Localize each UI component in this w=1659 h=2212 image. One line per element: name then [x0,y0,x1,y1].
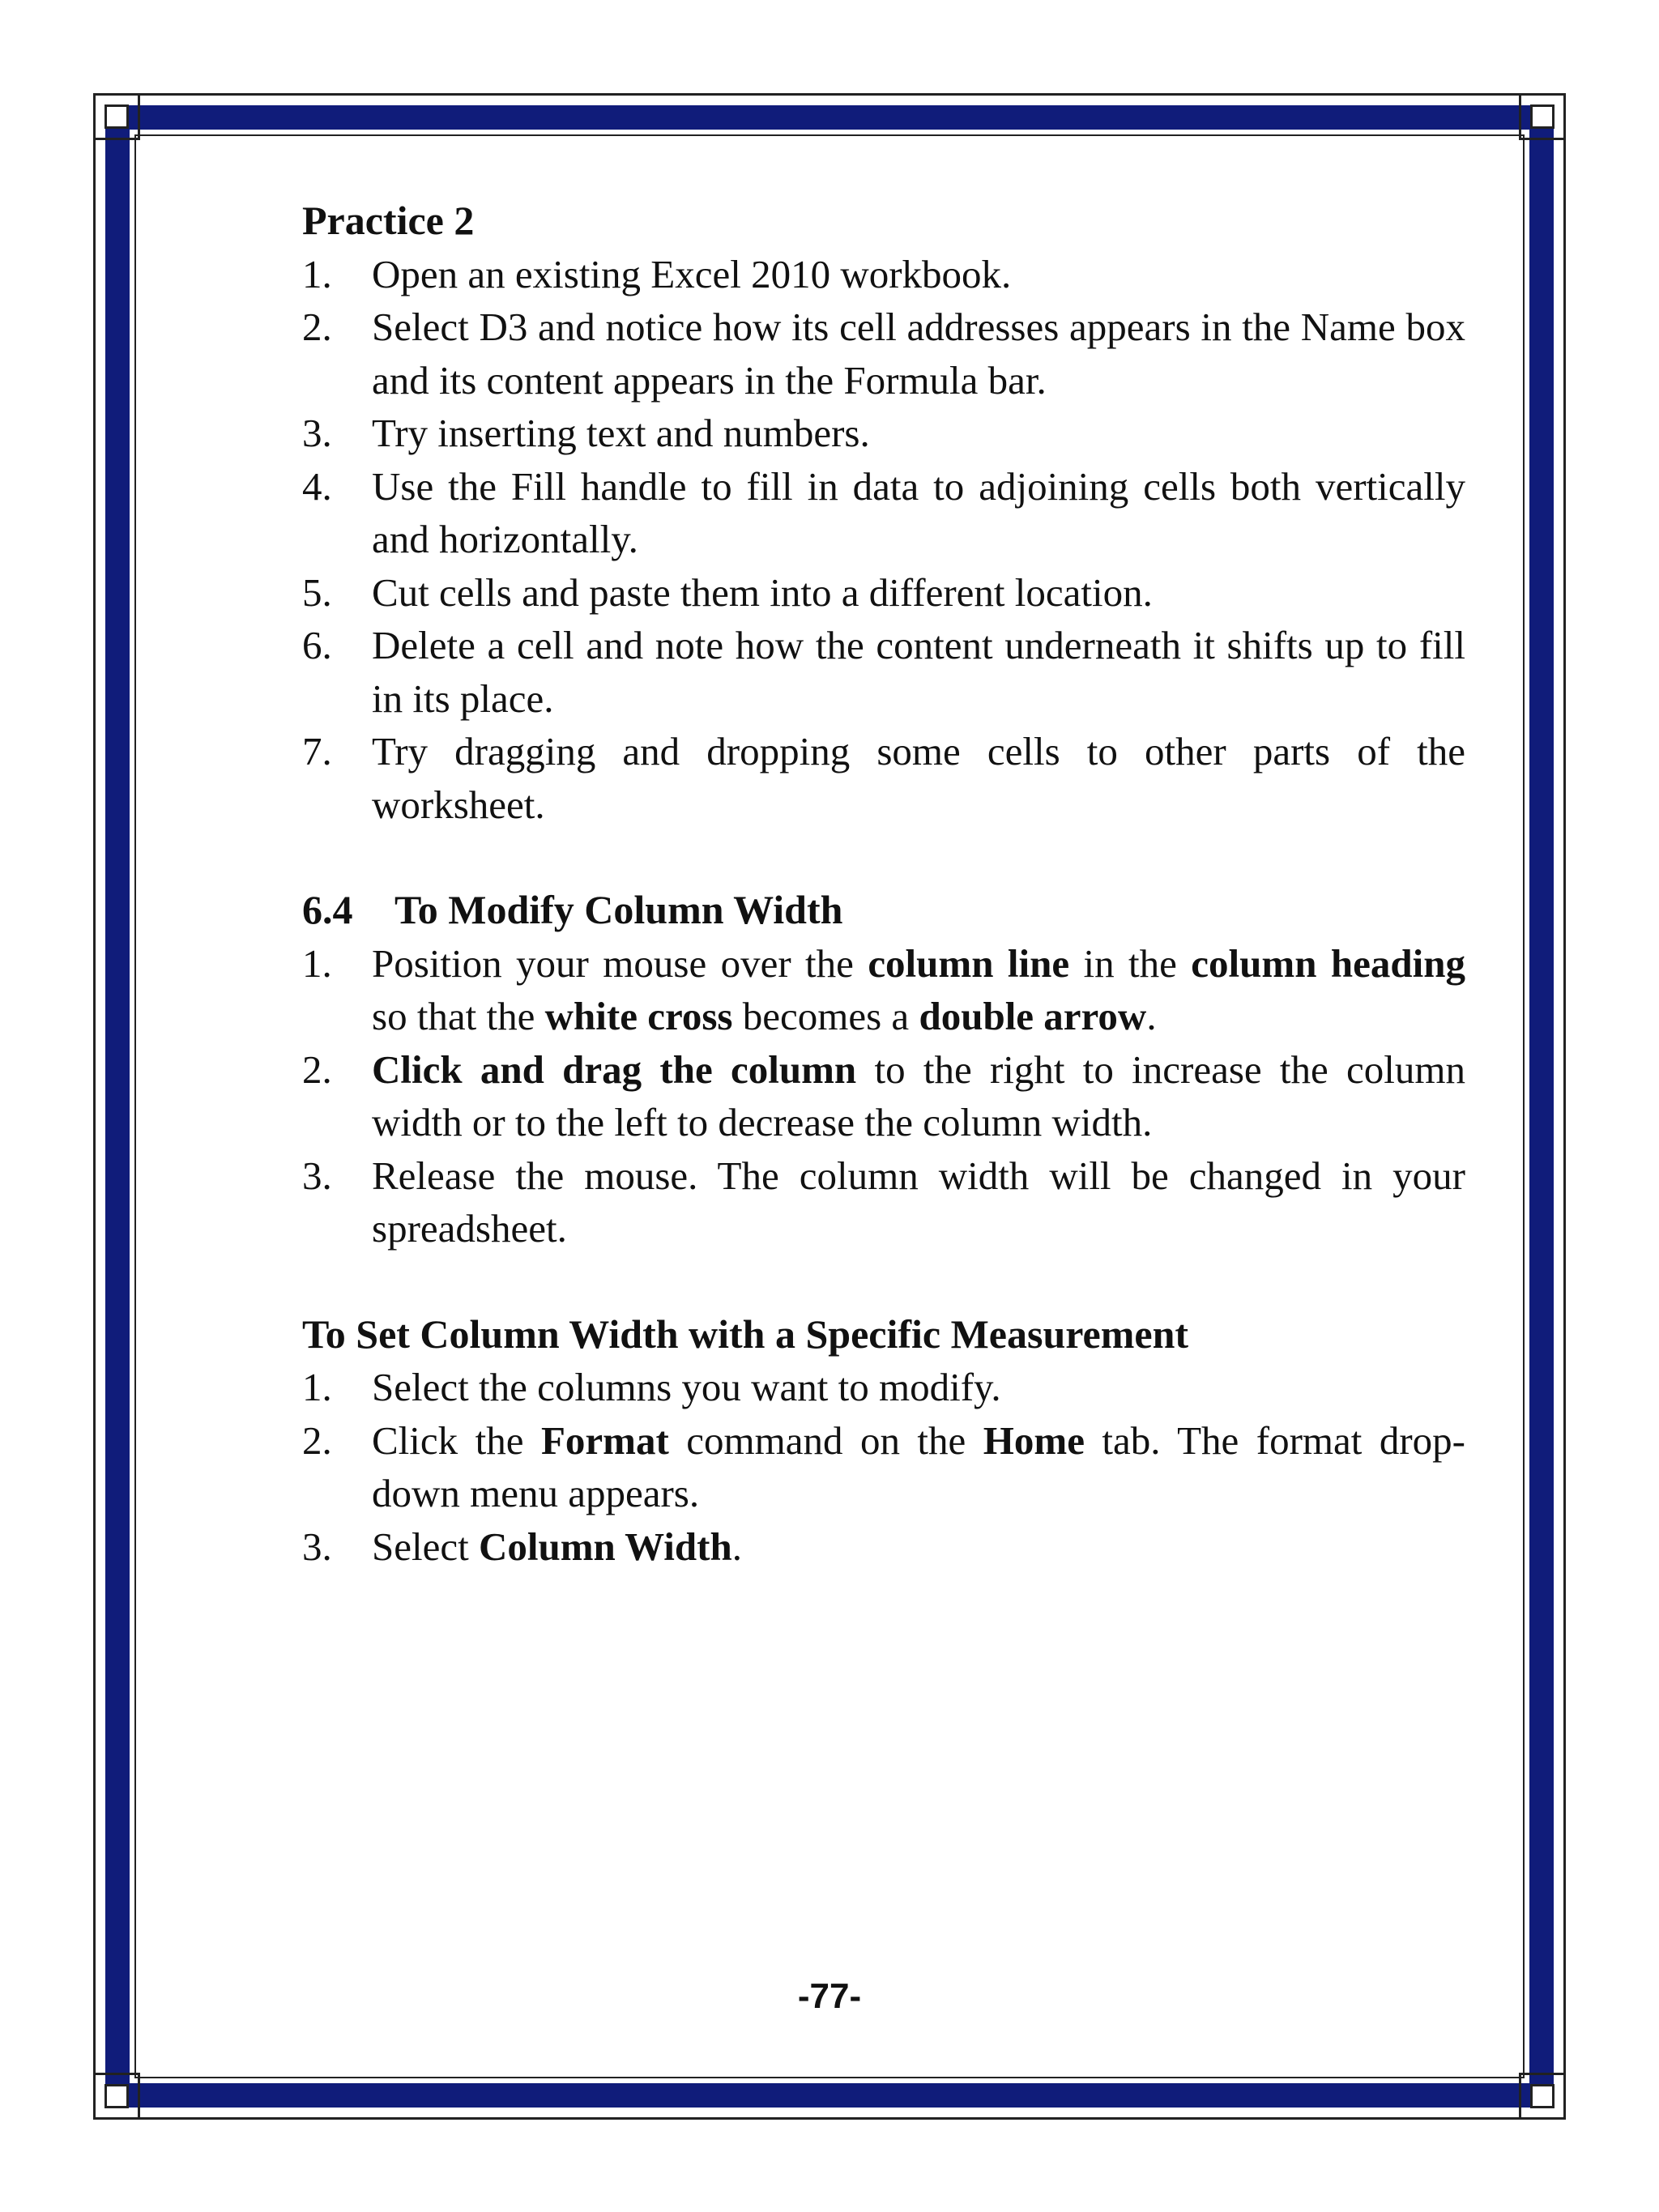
modify-width-list [302,937,1465,1255]
text-run: Position your mouse over the [372,940,868,986]
list-item-number: 1. [302,1365,332,1409]
text-run: tab. The format drop-down menu appears. [372,1417,1465,1515]
text-run: Release the mouse. The column width will be changed in your spreadsheet. [372,1153,1465,1251]
list-item-text [372,1149,1465,1255]
set-width-list [302,1361,1465,1573]
text-run: Select [372,1524,479,1569]
list-item [302,1043,1465,1149]
list-item-text: Try dragging and dropping some cells to other parts of the worksheet. [372,729,1465,827]
list-item-text [372,937,1465,1043]
frame-corner-ornament [1519,2073,1566,2120]
list-item [302,566,1465,620]
practice-list [302,248,1465,832]
list-item-text: Cut cells and paste them into a different location. [372,569,1153,615]
list-item-text [372,1043,1465,1149]
list-item-number: 3. [302,1524,332,1569]
list-item-number: 6. [302,623,332,667]
frame-corner-ornament [93,2073,140,2120]
text-run: becomes a [732,994,919,1038]
frame-corner-ornament [93,93,140,140]
list-item [302,1149,1465,1255]
list-item [302,1361,1465,1414]
list-item-number: 2. [302,1417,332,1463]
text-run: command on the [668,1417,983,1463]
list-item-text: Select D3 and notice how its cell addresses appears in the Name box and its content appears in the Formula bar. [372,305,1465,403]
section-number: 6.4 [302,887,353,932]
list-item [302,407,1465,460]
bold-text-run: column heading [1191,940,1465,986]
bold-text-run: double arrow [919,994,1147,1038]
list-item-number: 2. [302,1046,332,1092]
practice-heading: Practice 2 [302,198,475,243]
bold-text-run: white cross [544,994,733,1038]
list-item-text: Try inserting text and numbers. [372,411,870,455]
subsection-heading: To Set Column Width with a Specific Measurement [302,1311,1189,1357]
list-item [302,725,1465,831]
page-content [302,194,1465,1573]
list-item-text [372,1520,1465,1574]
text-run: . [1146,994,1157,1038]
bold-text-run: Format [540,1417,669,1463]
section-title: To Modify Column Width [394,887,843,932]
list-item-number: 2. [302,305,332,349]
bold-text-run: Column Width [478,1524,732,1569]
list-item-number: 5. [302,569,332,615]
page-number: -77- [797,1976,862,2016]
text-run: Select the columns you want to modify. [372,1365,1001,1409]
list-item [302,1520,1465,1574]
list-item-number: 1. [302,940,332,986]
section-heading [302,884,1465,937]
bold-text-run: column line [868,940,1070,986]
list-item-number: 4. [302,463,332,509]
bold-text-run: Home [983,1417,1085,1463]
list-item [302,937,1465,1043]
list-item-number: 7. [302,729,332,774]
text-run: Click the [372,1417,541,1463]
list-item-text [372,1414,1465,1520]
text-run: in the [1069,940,1192,986]
text-run: . [731,1524,742,1569]
text-run: so that the [372,994,545,1038]
list-item-text: Delete a cell and note how the content underneath it shifts up to fill in its place. [372,623,1465,721]
bold-text-run: Click and drag the column [372,1046,857,1092]
frame-corner-ornament [1519,93,1566,140]
list-item [302,460,1465,566]
list-item-text [372,1361,1465,1414]
list-item-text: Open an existing Excel 2010 workbook. [372,251,1012,296]
list-item [302,1414,1465,1520]
list-item-number: 1. [302,251,332,296]
list-item [302,248,1465,301]
list-item-number: 3. [302,1153,332,1198]
list-item [302,300,1465,407]
list-item-number: 3. [302,411,332,455]
list-item [302,619,1465,725]
list-item-text: Use the Fill handle to fill in data to adjoining cells both vertically and horizontally. [372,463,1465,561]
text-run: to the right to increase the column width or to the left to decrease the column width. [372,1046,1466,1144]
